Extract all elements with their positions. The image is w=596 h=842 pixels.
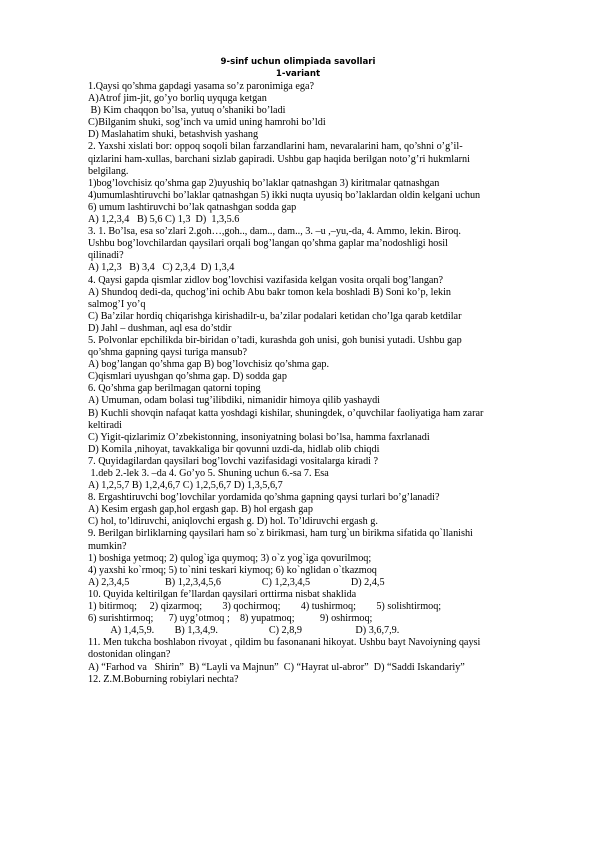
- text-line: A) bog’langan qo’shma gap B) bog’lovchisiz qo’shma gap.: [88, 359, 330, 371]
- text-line: 6. Qo’shma gap berilmagan qatorni toping: [88, 383, 261, 395]
- text-line: C) Ba’zilar hordiq chiqarishga kirishadilr-u, ba’zilar podalari ketidan cho’lga qarab ketdilar: [88, 310, 462, 322]
- text-line: 6) surishtirmoq; 7) uyg’otmoq ; 8) yupatmoq; 9) oshirmoq;: [88, 613, 373, 625]
- text-line: C) hol, to’ldiruvchi, aniqlovchi ergash g. D) hol. To’ldiruvchi ergash g.: [88, 516, 378, 528]
- text-line: A) Kesim ergash gap,hol ergash gap. B) hol ergash gap: [88, 504, 313, 516]
- text-line: D) Maslahatim shuki, betashvish yashang: [88, 129, 259, 141]
- text-line: 2. Yaxshi xislati bor: oppoq soqoli bilan farzandlarini ham, nevaralarini ham, qo’shni o’g’il-: [88, 141, 463, 153]
- text-line: B) Kuchli shovqin nafaqat katta yoshdagi kishilar, shuningdek, o’quvchilar faoliyatiga ham zarar: [88, 407, 484, 419]
- document-title: 9-sinf uchun olimpiada savollari: [220, 57, 376, 67]
- text-line: dostonidan olingan?: [88, 649, 171, 661]
- text-line: 1) boshiga yetmoq; 2) qulog`iga quymoq; 3) o`z yog`iga qovurilmoq;: [88, 552, 372, 564]
- text-line: 11. Men tukcha boshlabon rivoyat , qildim bu fasonanani hikoyat. Ushbu bayt Navoiyning qaysi: [88, 637, 481, 649]
- text-line: 8. Ergashtiruvchi bog’lovchilar yordamida qo’shma gapning qaysi turlari bo’g’lanadi?: [88, 492, 440, 504]
- text-line: 4. Qaysi gapda qismlar zidlov bog’lovchisi vazifasida kelgan vosita orqali bog’langan?: [88, 274, 444, 286]
- text-line: C)Bilganim shuki, sog’inch va umid uning hamrohi bo’ldi: [88, 117, 326, 129]
- variant-label: 1-variant: [275, 69, 321, 79]
- text-line: A) 1,2,5,7 B) 1,2,4,6,7 C) 1,2,5,6,7 D) 1,3,5,6,7: [88, 480, 283, 492]
- text-line: A) Shundoq dedi-da, quchog’ini ochib Abu bakr tomon kela boshladi B) Soni ko’p, lekin: [88, 286, 452, 298]
- text-line: Ushbu bog’lovchilardan qaysilari orqali bog’langan qo’shma gaplar ma’nodoshligi hosil: [88, 238, 448, 250]
- text-line: D) Jahl – dushman, aql esa do’stdir: [88, 322, 232, 334]
- text-line: 5. Polvonlar epchilikda bir-biridan o’tadi, kurashda goh unisi, goh bunisi yutadi. Ushbu gap: [88, 334, 462, 346]
- text-line: qilinadi?: [88, 250, 124, 262]
- text-line: 4)umumlashtiruvchi bo’laklar qatnashgan 5) ikki nuqta uyusiq bo’laklardan oldin kelgani uchun: [88, 189, 481, 201]
- text-line: 1)bog’lovchisiz qo’shma gap 2)uyushiq bo’laklar qatnashgan 3) kiritmalar qatnashgan: [88, 177, 440, 189]
- text-line: keltiradi: [88, 419, 122, 431]
- text-line: 4) yaxshi ko`rmoq; 5) to`nini teskari kiymoq; 6) ko`nglidan o`tkazmoq: [88, 564, 377, 576]
- text-line: mumkin?: [88, 540, 127, 552]
- text-line: A) Umuman, odam bolasi tug’ilibdiki, nimanidir himoya qilib yashaydi: [88, 395, 381, 407]
- text-line: 1) bitirmoq; 2) qizarmoq; 3) qochirmoq; 4) tushirmoq; 5) solishtirmoq;: [88, 601, 442, 613]
- text-line: A) “Farhod va Shirin” B) “Layli va Majnun” C) “Hayrat ul-abror” D) “Saddi Iskandariy”: [88, 661, 465, 673]
- text-line: A) 1,2,3,4 B) 5,6 C) 1,3 D) 1,3,5.6: [88, 214, 240, 226]
- text-line: A) 1,4,5,9. B) 1,3,4,9. C) 2,8,9 D) 3,6,7,9.: [88, 625, 400, 637]
- text-line: 7. Quyidagilardan qaysilari bog’lovchi vazifasidagi vositalarga kiradi ?: [88, 455, 379, 467]
- text-line: 1.deb 2.-lek 3. –da 4. Go’yo 5. Shuning uchun 6.-sa 7. Esa: [88, 468, 329, 479]
- text-line: A) 1,2,3 B) 3,4 C) 2,3,4 D) 1,3,4: [88, 262, 235, 274]
- text-line: D) Komila ,nihoyat, tavakkaliga bir qovunni uzdi-da, hidlab olib chiqdi: [88, 443, 380, 455]
- text-line: 12. Z.M.Boburning robiylari nechta?: [88, 673, 239, 685]
- text-line: 3. 1. Bo’lsa, esa so’zlari 2.goh…,goh.., dam.., dam.., 3. –u ,–yu,-da, 4. Ammo, lekin. Biroq.: [88, 226, 461, 238]
- text-line: B) Kim chaqqon bo’lsa, yutuq o’shaniki bo’ladi: [88, 105, 286, 117]
- text-line: 1.Qaysi qo’shma gapdagi yasama so’z paronimiga ega?: [88, 81, 315, 92]
- text-line: C)qismlari uyushgan qo’shma gap. D) sodda gap: [88, 371, 287, 383]
- text-line: 6) umum lashtiruvchi bo’lak qatnashgan sodda gap: [88, 201, 297, 213]
- text-line: 9. Berilgan birliklarning qaysilari ham so`z birikmasi, ham turg`un birikma sifatida qo`llanishi: [88, 528, 473, 540]
- text-line: C) Yigit-qizlarimiz O’zbekistonning, insoniyatning bolasi bo’lsa, hamma faxrlanadi: [88, 431, 430, 443]
- text-line: 10. Quyida keltirilgan fe’llardan qaysilari orttirma nisbat shaklida: [88, 588, 357, 600]
- text-line: A)Atrof jim-jit, go’yo borliq uyquga ketgan: [88, 93, 267, 105]
- text-line: salmog’I yo’q: [88, 298, 146, 310]
- text-line: belgilang.: [88, 165, 129, 177]
- text-line: qo’shma gapning qaysi turiga mansub?: [88, 347, 248, 359]
- question-body: [88, 81, 538, 686]
- text-line: A) 2,3,4,5 B) 1,2,3,4,5,6 C) 1,2,3,4,5 D) 2,4,5: [88, 576, 385, 588]
- text-line: qizlarini ham-xullas, barchani sizlab gapiradi. Ushbu gap haqida berilgan noto’g’ri hukmlarni: [88, 153, 470, 165]
